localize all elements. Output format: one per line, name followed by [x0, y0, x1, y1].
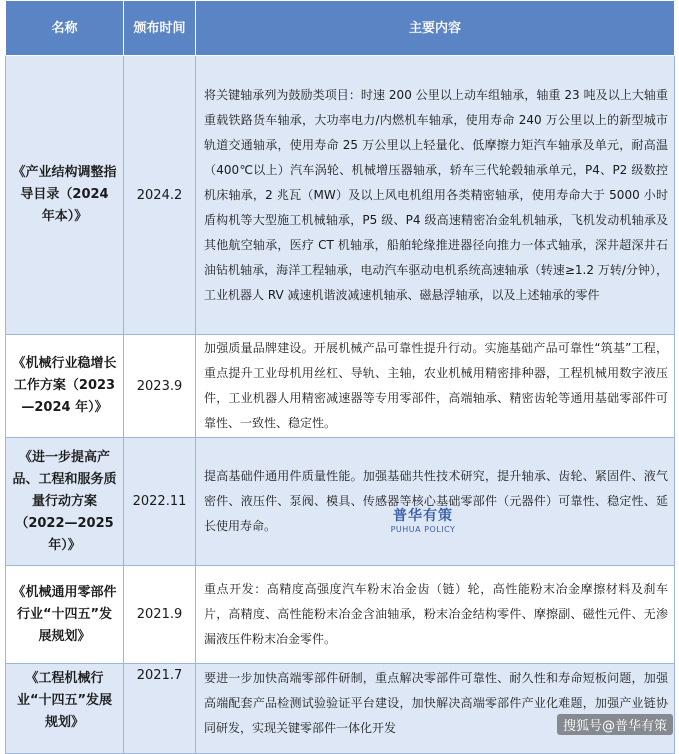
issue-date: 2021.9 — [124, 566, 196, 664]
table-row — [6, 56, 675, 335]
table-row — [6, 438, 675, 566]
issue-date: 2022.11 — [124, 438, 196, 566]
policy-content: 要进一步加快高端零部件研制，重点解决零部件可靠性、耐久性和寿命短板问题，加强高端配套产品检测试验验证平台建设，加快解决高端零部件产业化难题，加强产业链协同研发，实现关键零部件一体化开发 — [196, 664, 675, 754]
table-header-row — [6, 1, 675, 56]
header-name: 名称 — [6, 1, 124, 56]
watermark-en: PUHUA POLICY — [390, 525, 456, 534]
table-row — [6, 335, 675, 438]
table-row — [6, 664, 675, 754]
policy-content: 重点开发：高精度高强度汽车粉末冶金齿（链）轮，高性能粉末冶金摩擦材料及刹车片，高精度、高性能粉末冶金含油轴承，粉末冶金结构零件、摩擦副、磁性元件、无渗漏液压件粉末冶金零件。 — [196, 566, 675, 664]
policy-name: 《机械行业稳增长工作方案（2023—2024 年）》 — [6, 335, 124, 438]
header-content: 主要内容 — [196, 1, 675, 56]
watermark-cn: 普华有策 — [393, 508, 453, 524]
policy-table — [5, 0, 675, 754]
policy-content: 将关键轴承列为鼓励类项目：时速 200 公里以上动车组轴承，轴重 23 吨及以上大轴重重载铁路货车轴承，大功率电力/内燃机车轴承，使用寿命 240 万公里以上的新型城市轨道交通轴承，使用寿命 25 万公里以上轻量化、低摩擦力矩汽车轴承及单元，耐高温（400℃以上）汽车涡轮、机械增压器轴承，轿车三代轮毂轴承单元，P4、P2 级数控机床轴承，2 兆瓦（MW）及以上风电机组用各类精密轴承，使用寿命大于 5000 小时盾构机等大型施工机械轴承，P5 级、P4 级高速精密冶金轧机轴承，飞机发动机轴承及其他航空轴承，医疗 CT 机轴承，船舶轮缘推进器径向推力一体式轴承，深井超深井石油钻机轴承，海洋工程轴承，电动汽车驱动电机系统高速轴承（转速≥1.2 万转/分钟），工业机器人 RV 减速机谐波减速机轴承、磁悬浮轴承，以及上述轴承的零件 — [196, 56, 675, 335]
header-date: 颁布时间 — [124, 1, 196, 56]
policy-content: 提高基础件通用件质量性能。加强基础共性技术研究，提升轴承、齿轮、紧固件、液气密件、液压件、泵阀、模具、传感器等核心基础零部件（元器件）可靠性、稳定性、延长使用寿命。 — [196, 438, 675, 566]
policy-content: 加强质量品牌建设。开展机械产品可靠性提升行动。实施基础产品可靠性“筑基”工程，重点提升工业母机用丝杠、导轨、主轴，农业机械用精密排种器，工程机械用数字液压件，工业机器人用精密减速器等专用零部件，高端轴承、精密齿轮等通用基础零部件可靠性、一致性、稳定性。 — [196, 335, 675, 438]
table-row — [6, 566, 675, 664]
policy-name: 《进一步提高产品、工程和服务质量行动方案（2022—2025 年）》 — [6, 438, 124, 566]
issue-date: 2024.2 — [124, 56, 196, 335]
source-badge: 搜狐号@普华有策 — [557, 714, 673, 735]
policy-name: 《产业结构调整指导目录（2024 年本）》 — [6, 56, 124, 335]
policy-name: 《工程机械行业“十四五”发展规划》 — [6, 664, 124, 754]
issue-date: 2023.9 — [124, 335, 196, 438]
policy-name: 《机械通用零部件行业“十四五”发展规划》 — [6, 566, 124, 664]
issue-date: 2021.7 — [124, 664, 196, 754]
